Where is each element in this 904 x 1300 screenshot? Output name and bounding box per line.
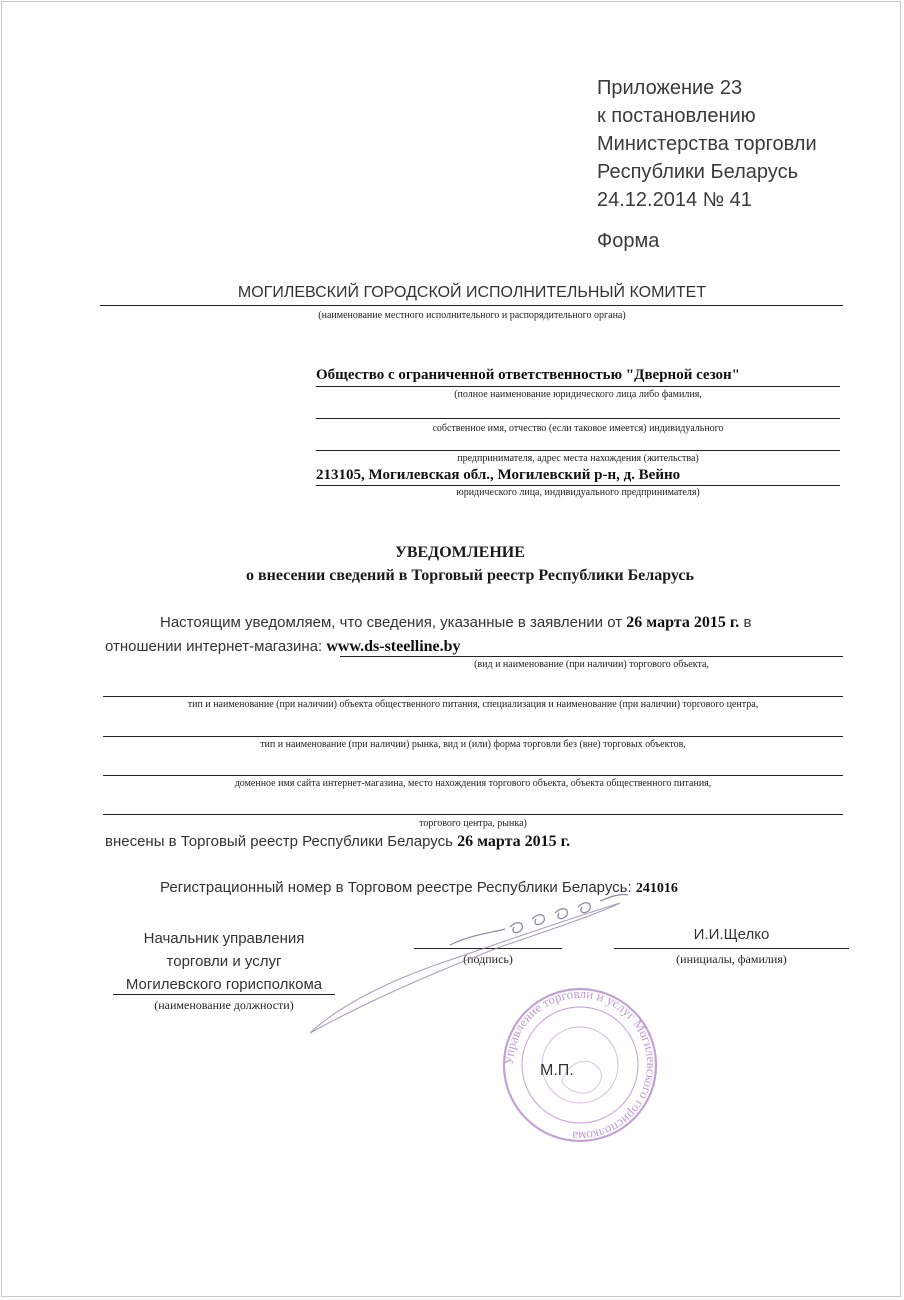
entered-date: 26 марта 2015 г. [457,833,571,850]
object-caption-5: торгового центра, рынка) [419,818,527,829]
authority-name: МОГИЛЕВСКИЙ ГОРОДСКОЙ ИСПОЛНИТЕЛЬНЫЙ КОМИТЕТ [237,284,707,301]
applicant-caption-1: (полное наименование юридического лица либо фамилия, [454,389,702,400]
object-caption-4: доменное имя сайта интернет-магазина, место нахождения торгового объекта, объекта общественного питания, [234,778,712,789]
object-rule-1 [340,656,843,657]
position-caption: (наименование должности) [154,998,294,1012]
registration-label: Регистрационный номер в Торговом реестре Республики Беларусь: [160,879,632,896]
object-prefix: отношении интернет-магазина: [105,638,323,655]
website: www.ds-steelline.by [326,638,461,655]
applicant-rule-2 [316,418,840,419]
applicant-caption-4: юридического лица, индивидуального предпринимателя) [456,487,700,498]
position-line-3: Могилевского горисполкома [125,976,323,993]
signer-name: И.И.Щелко [693,926,770,943]
svg-text:Управление торговли и услуг Мо [501,986,659,1144]
header-line-2: к постановлению [597,105,756,127]
registration-number: 241016 [635,881,678,896]
object-rule-3 [103,736,843,737]
header-line-1: Приложение 23 [597,77,743,99]
applicant-rule-3 [316,450,840,451]
object-rule-4 [103,775,843,776]
applicant-name: Общество с ограниченной ответственностью "Дверной сезон" [316,367,740,383]
applicant-caption-2: собственное имя, отчество (если таковое имеется) индивидуального [432,423,724,434]
header-line-3: Министерства торговли [597,133,817,155]
object-rule-2 [103,696,843,697]
object-caption-1: (вид и наименование (при наличии) торгового объекта, [474,659,709,670]
seal-label: М.П. [540,1062,574,1079]
header-line-4: Республики Беларусь [597,161,798,183]
object-caption-3: тип и наименование (при наличии) рынка, вид и (или) форма торговли без (вне) торговых объектов, [260,739,686,750]
authority-caption: (наименование местного исполнительного и распорядительного органа) [318,310,626,321]
notice-title: УВЕДОМЛЕНИЕ [395,544,525,561]
applicant-caption-3: предпринимателя, адрес места нахождения (жительства) [457,453,699,464]
sign-caption: (подпись) [463,952,513,966]
object-caption-2: тип и наименование (при наличии) объекта общественного питания, специализация и наименование (при наличии) торгового центра, [187,699,759,710]
document-header [597,74,817,214]
intro-text: Настоящим уведомляем, что сведения, указанные в заявлении от [160,614,623,631]
header-line-5: 24.12.2014 № 41 [597,189,752,211]
notice-subtitle: о внесении сведений в Торговый реестр Республики Беларусь [246,567,694,584]
entered-line [105,833,570,851]
entered-text: внесены в Торговый реестр Республики Беларусь [105,833,453,850]
authority-rule [100,305,843,306]
position-line-2: торговли и услуг [166,953,282,970]
official-stamp [500,985,660,1145]
applicant-rule-1 [316,386,840,387]
application-date: 26 марта 2015 г. [626,614,740,631]
object-line [105,638,461,656]
stamp-text: Управление торговли и услуг Могилевского горисполкома [500,985,660,1145]
intro-tail: в [743,614,752,631]
form-label: Форма [597,230,660,252]
object-rule-5 [103,814,843,815]
signer-caption: (инициалы, фамилия) [676,952,787,966]
applicant-address: 213105, Могилевская обл., Могилевский р-н, д. Вейно [316,467,681,483]
position-line-1: Начальник управления [143,930,305,947]
applicant-rule-4 [316,485,840,486]
notice-intro [160,614,751,632]
